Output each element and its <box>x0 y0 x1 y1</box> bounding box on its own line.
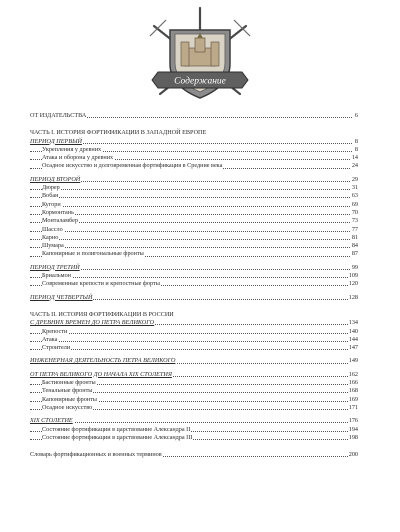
toc-entry-page: 8 <box>354 145 358 153</box>
toc-entry-title: ЧАСТЬ II. ИСТОРИЯ ФОРТИФИКАЦИИ В РОССИИ <box>30 310 174 318</box>
toc-entry-page: 84 <box>351 242 358 250</box>
toc-entry[interactable] <box>30 226 358 234</box>
toc-entry-page: 29 <box>351 175 358 183</box>
toc-entry[interactable] <box>30 280 358 288</box>
toc-entry-page: 198 <box>348 433 358 441</box>
toc-entry-title: Шумара <box>42 242 64 250</box>
toc-entry-page: 144 <box>348 335 358 343</box>
toc-entry[interactable] <box>30 250 358 258</box>
toc-entry-title: ПЕРИОД ЧЕТВЕРТЫЙ <box>30 293 93 301</box>
toc-entry-title: Капонирные и полигональные фронты <box>42 250 144 258</box>
crossed-swords-emblem-icon <box>140 6 260 106</box>
toc-entry-title: Состояние фортификации в царствование Александра III <box>42 433 193 441</box>
toc-entry-title: С ДРЕВНИХ ВРЕМЕН ДО ПЕТРА ВЕЛИКОГО <box>30 319 155 327</box>
toc-entry-title: Кугорн <box>42 200 61 208</box>
toc-entry-page: 77 <box>351 225 358 233</box>
toc-entry-page: 14 <box>351 154 358 162</box>
toc-entry-title: ИНЖЕНЕРНАЯ ДЕЯТЕЛЬНОСТЬ ПЕТРА ВЕЛИКОГО <box>30 357 176 365</box>
toc-entry-title: Монталамбер <box>42 217 78 225</box>
toc-entry[interactable] <box>30 112 358 120</box>
toc-entry-title: Бастионные фронты <box>42 379 96 387</box>
toc-entry[interactable] <box>30 336 358 344</box>
toc-entry-title: Словарь фортификационных и военных терминов <box>30 451 162 459</box>
toc-entry[interactable] <box>30 344 358 352</box>
table-of-contents <box>30 112 358 459</box>
toc-entry-page: 6 <box>354 112 358 119</box>
toc-entry-page: 200 <box>348 451 358 459</box>
toc-entry-title: Осадное искусство <box>42 403 93 411</box>
toc-entry-title: Капонирные фронты <box>42 395 97 403</box>
toc-entry-title: ЧАСТЬ I. ИСТОРИЯ ФОРТИФИКАЦИИ В ЗАПАДНОЙ ЕВРОПЕ <box>30 129 207 137</box>
toc-entry[interactable] <box>30 357 358 365</box>
toc-entry-title: ПЕРИОД ВТОРОЙ <box>30 175 81 183</box>
toc-entry-page: 87 <box>351 250 358 258</box>
toc-entry[interactable] <box>30 371 358 379</box>
toc-entry[interactable] <box>30 162 358 170</box>
toc-entry-page: 169 <box>348 395 358 403</box>
toc-entry-title: Шассло <box>42 225 63 233</box>
toc-entry[interactable] <box>30 146 358 154</box>
toc-entry[interactable] <box>30 176 358 184</box>
toc-entry[interactable] <box>30 417 358 425</box>
toc-entry-title: ОТ ПЕТРА ВЕЛИКОГО ДО НАЧАЛА XIX СТОЛЕТИЯ <box>30 370 172 378</box>
toc-entry[interactable] <box>30 319 358 327</box>
toc-entry[interactable] <box>30 264 358 272</box>
toc-entry-page: 99 <box>351 263 358 271</box>
toc-entry-title: Крепости <box>42 327 68 335</box>
toc-entry-page: 73 <box>351 217 358 225</box>
toc-entry-page: 171 <box>348 403 358 411</box>
toc-entry-page: 24 <box>351 162 358 170</box>
toc-entry-page: 149 <box>348 357 358 365</box>
toc-entry-title: Карно <box>42 233 59 241</box>
toc-entry-title: Атака <box>42 335 58 343</box>
toc-entry-title: Строители <box>42 344 71 352</box>
toc-entry-page: 69 <box>351 200 358 208</box>
toc-entry[interactable] <box>30 404 358 412</box>
toc-entry-title: ОТ ИЗДАТЕЛЬСТВА <box>30 112 87 119</box>
toc-entry[interactable] <box>30 234 358 242</box>
toc-entry-page: 31 <box>351 184 358 192</box>
toc-entry[interactable] <box>30 294 358 302</box>
toc-entry-title: XIX СТОЛЕТИЕ <box>30 417 73 425</box>
toc-entry-page: 140 <box>348 327 358 335</box>
toc-entry-title: ПЕРИОД ТРЕТИЙ <box>30 263 80 271</box>
toc-entry[interactable] <box>30 434 358 442</box>
toc-entry-page: 63 <box>351 192 358 200</box>
emblem-title: Содержание <box>174 76 226 87</box>
toc-entry[interactable] <box>30 311 358 319</box>
toc-entry[interactable] <box>30 328 358 336</box>
toc-entry[interactable] <box>30 217 358 225</box>
toc-entry[interactable] <box>30 396 358 404</box>
toc-entry-title: Укрепления у древних <box>42 145 102 153</box>
toc-entry[interactable] <box>30 192 358 200</box>
toc-entry-page: 162 <box>348 370 358 378</box>
toc-entry-title: Осадное искусство и долговременная фортификация в Средние века <box>42 162 223 170</box>
toc-entry-page: 176 <box>348 417 358 425</box>
toc-entry-title: Атака и оборона у древних <box>42 154 114 162</box>
toc-entry-page: 8 <box>354 137 358 145</box>
toc-entry-title: Кормонтань <box>42 208 74 216</box>
toc-entry-page: 70 <box>351 208 358 216</box>
toc-entry-page: 194 <box>348 425 358 433</box>
toc-entry-title: Современные крепости и крепостные форты <box>42 280 160 288</box>
toc-entry-page: 81 <box>351 233 358 241</box>
toc-entry-page: 147 <box>348 344 358 352</box>
toc-entry[interactable] <box>30 184 358 192</box>
toc-entry-title: Состояние фортификации в царствование Александра II <box>42 425 191 433</box>
toc-entry-page: 128 <box>348 293 358 301</box>
toc-entry-page: 120 <box>348 280 358 288</box>
toc-entry[interactable] <box>30 201 358 209</box>
toc-entry-page: 134 <box>348 319 358 327</box>
toc-entry-title: Бриальмон <box>42 272 71 280</box>
toc-entry[interactable] <box>30 129 358 137</box>
toc-entry[interactable] <box>30 426 358 434</box>
toc-entry[interactable] <box>30 138 358 146</box>
toc-entry-title: ПЕРИОД ПЕРВЫЙ <box>30 137 82 145</box>
toc-entry-title: Тенальные фронты <box>42 387 93 395</box>
toc-entry-page: 168 <box>348 387 358 395</box>
toc-entry[interactable] <box>30 387 358 395</box>
toc-entry[interactable] <box>30 209 358 217</box>
toc-entry-page: 166 <box>348 379 358 387</box>
toc-entry[interactable] <box>30 451 358 459</box>
toc-entry-title: Дюрер <box>42 184 60 192</box>
toc-entry-title: Вобан <box>42 192 59 200</box>
toc-entry-page: 109 <box>348 272 358 280</box>
